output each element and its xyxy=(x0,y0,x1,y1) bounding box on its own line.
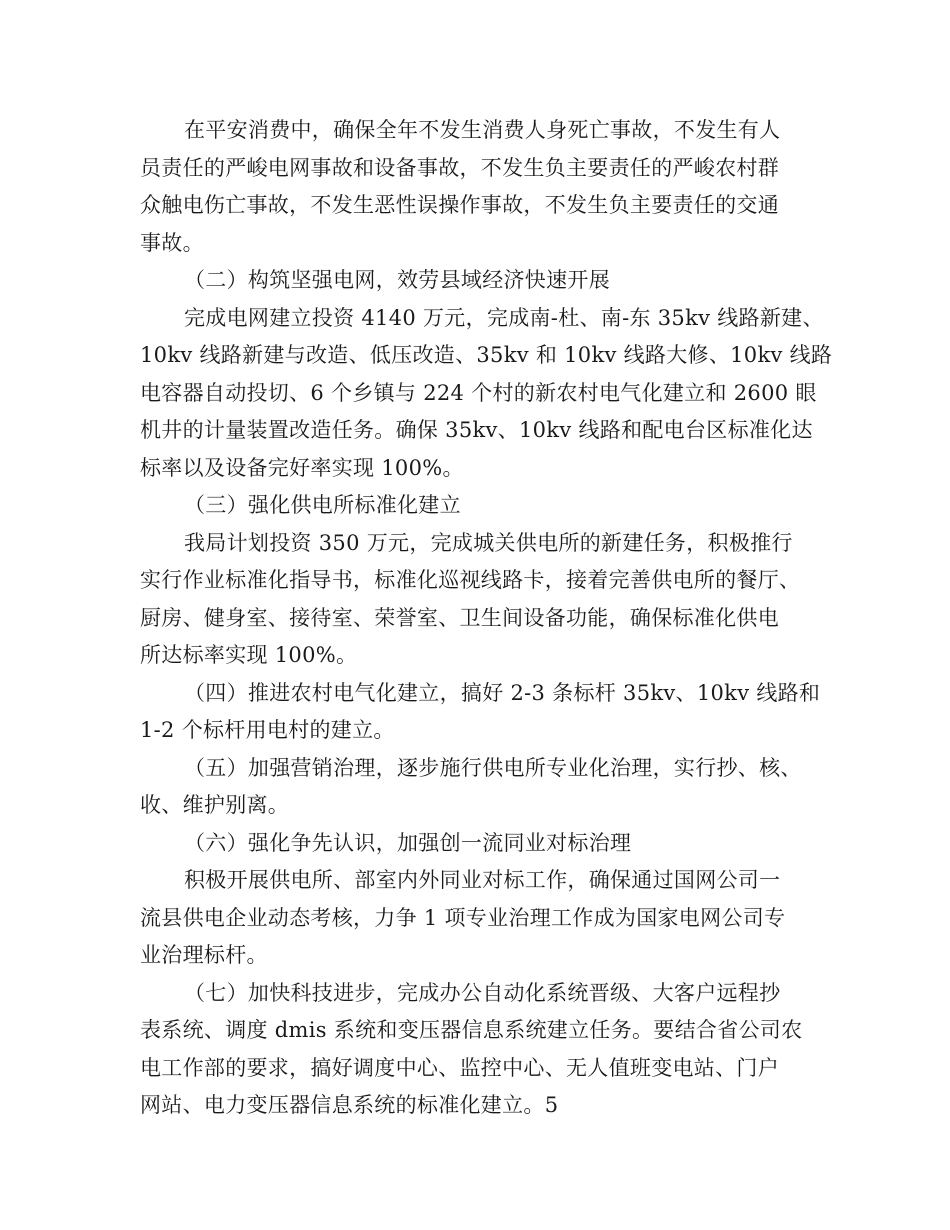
paragraph-line: 积极开展供电所、部室内外同业对标工作，确保通过国网公司一 xyxy=(184,868,781,892)
paragraph-line: 标率以及设备完好率实现 100%。 xyxy=(140,455,464,480)
paragraph-line: 厨房、健身室、接待室、荣誉室、卫生间设备功能，确保标准化供电 xyxy=(140,605,779,630)
paragraph-line: 业治理标杆。 xyxy=(140,943,268,967)
section-heading: （六）强化争先认识，加强创一流同业对标治理 xyxy=(184,830,632,855)
paragraph-line: 事故。 xyxy=(140,230,204,255)
paragraph-line: 完成电网建立投资 4140 万元，完成南-杜、南-东 35kv 线路新建、 xyxy=(184,305,824,330)
paragraph-line: 我局计划投资 350 万元，完成城关供电所的新建任务，积极推行 xyxy=(184,530,793,555)
section-heading: （五）加强营销治理，逐步施行供电所专业化治理，实行抄、核、 xyxy=(184,755,802,780)
paragraph-line: 机井的计量装置改造任务。确保 35kv、10kv 线路和配电台区标准化达 xyxy=(140,418,813,442)
paragraph-line: 流县供电企业动态考核，力争 1 项专业治理工作成为国家电网公司专 xyxy=(140,905,786,930)
document-body xyxy=(140,112,833,1125)
section-heading: （三）强化供电所标准化建立 xyxy=(184,493,461,517)
paragraph-line: 电工作部的要求，搞好调度中心、监控中心、无人值班变电站、门户 xyxy=(140,1055,779,1080)
paragraph-line: 在平安消费中，确保全年不发生消费人身死亡事故，不发生有人 xyxy=(184,118,781,142)
paragraph-line: 1-2 个标杆用电村的建立。 xyxy=(140,718,395,742)
paragraph-line: 表系统、调度 dmis 系统和变压器信息系统建立任务。要结合省公司农 xyxy=(140,1018,803,1042)
paragraph-line: 电容器自动投切、6 个乡镇与 224 个村的新农村电气化建立和 2600 眼 xyxy=(140,380,817,405)
paragraph-line: 网站、电力变压器信息系统的标准化建立。5 xyxy=(140,1093,559,1117)
paragraph-line: 员责任的严峻电网事故和设备事故，不发生负主要责任的严峻农村群 xyxy=(140,155,779,180)
section-heading: （七）加快科技进步，完成办公自动化系统晋级、大客户远程抄 xyxy=(184,980,781,1005)
paragraph-line: 10kv 线路新建与改造、低压改造、35kv 和 10kv 线路大修、10kv 线路 xyxy=(140,343,833,367)
paragraph-line: 众触电伤亡事故，不发生恶性误操作事故，不发生负主要责任的交通 xyxy=(140,193,779,217)
paragraph-line: 收、维护别离。 xyxy=(140,793,290,817)
paragraph-line: 实行作业标准化指导书，标准化巡视线路卡，接着完善供电所的餐厅、 xyxy=(140,568,801,592)
section-heading: （二）构筑坚强电网，效劳县域经济快速开展 xyxy=(184,268,610,292)
section-heading: （四）推进农村电气化建立，搞好 2-3 条标杆 35kv、10kv 线路和 xyxy=(184,680,821,705)
paragraph-line: 所达标率实现 100%。 xyxy=(140,643,358,667)
